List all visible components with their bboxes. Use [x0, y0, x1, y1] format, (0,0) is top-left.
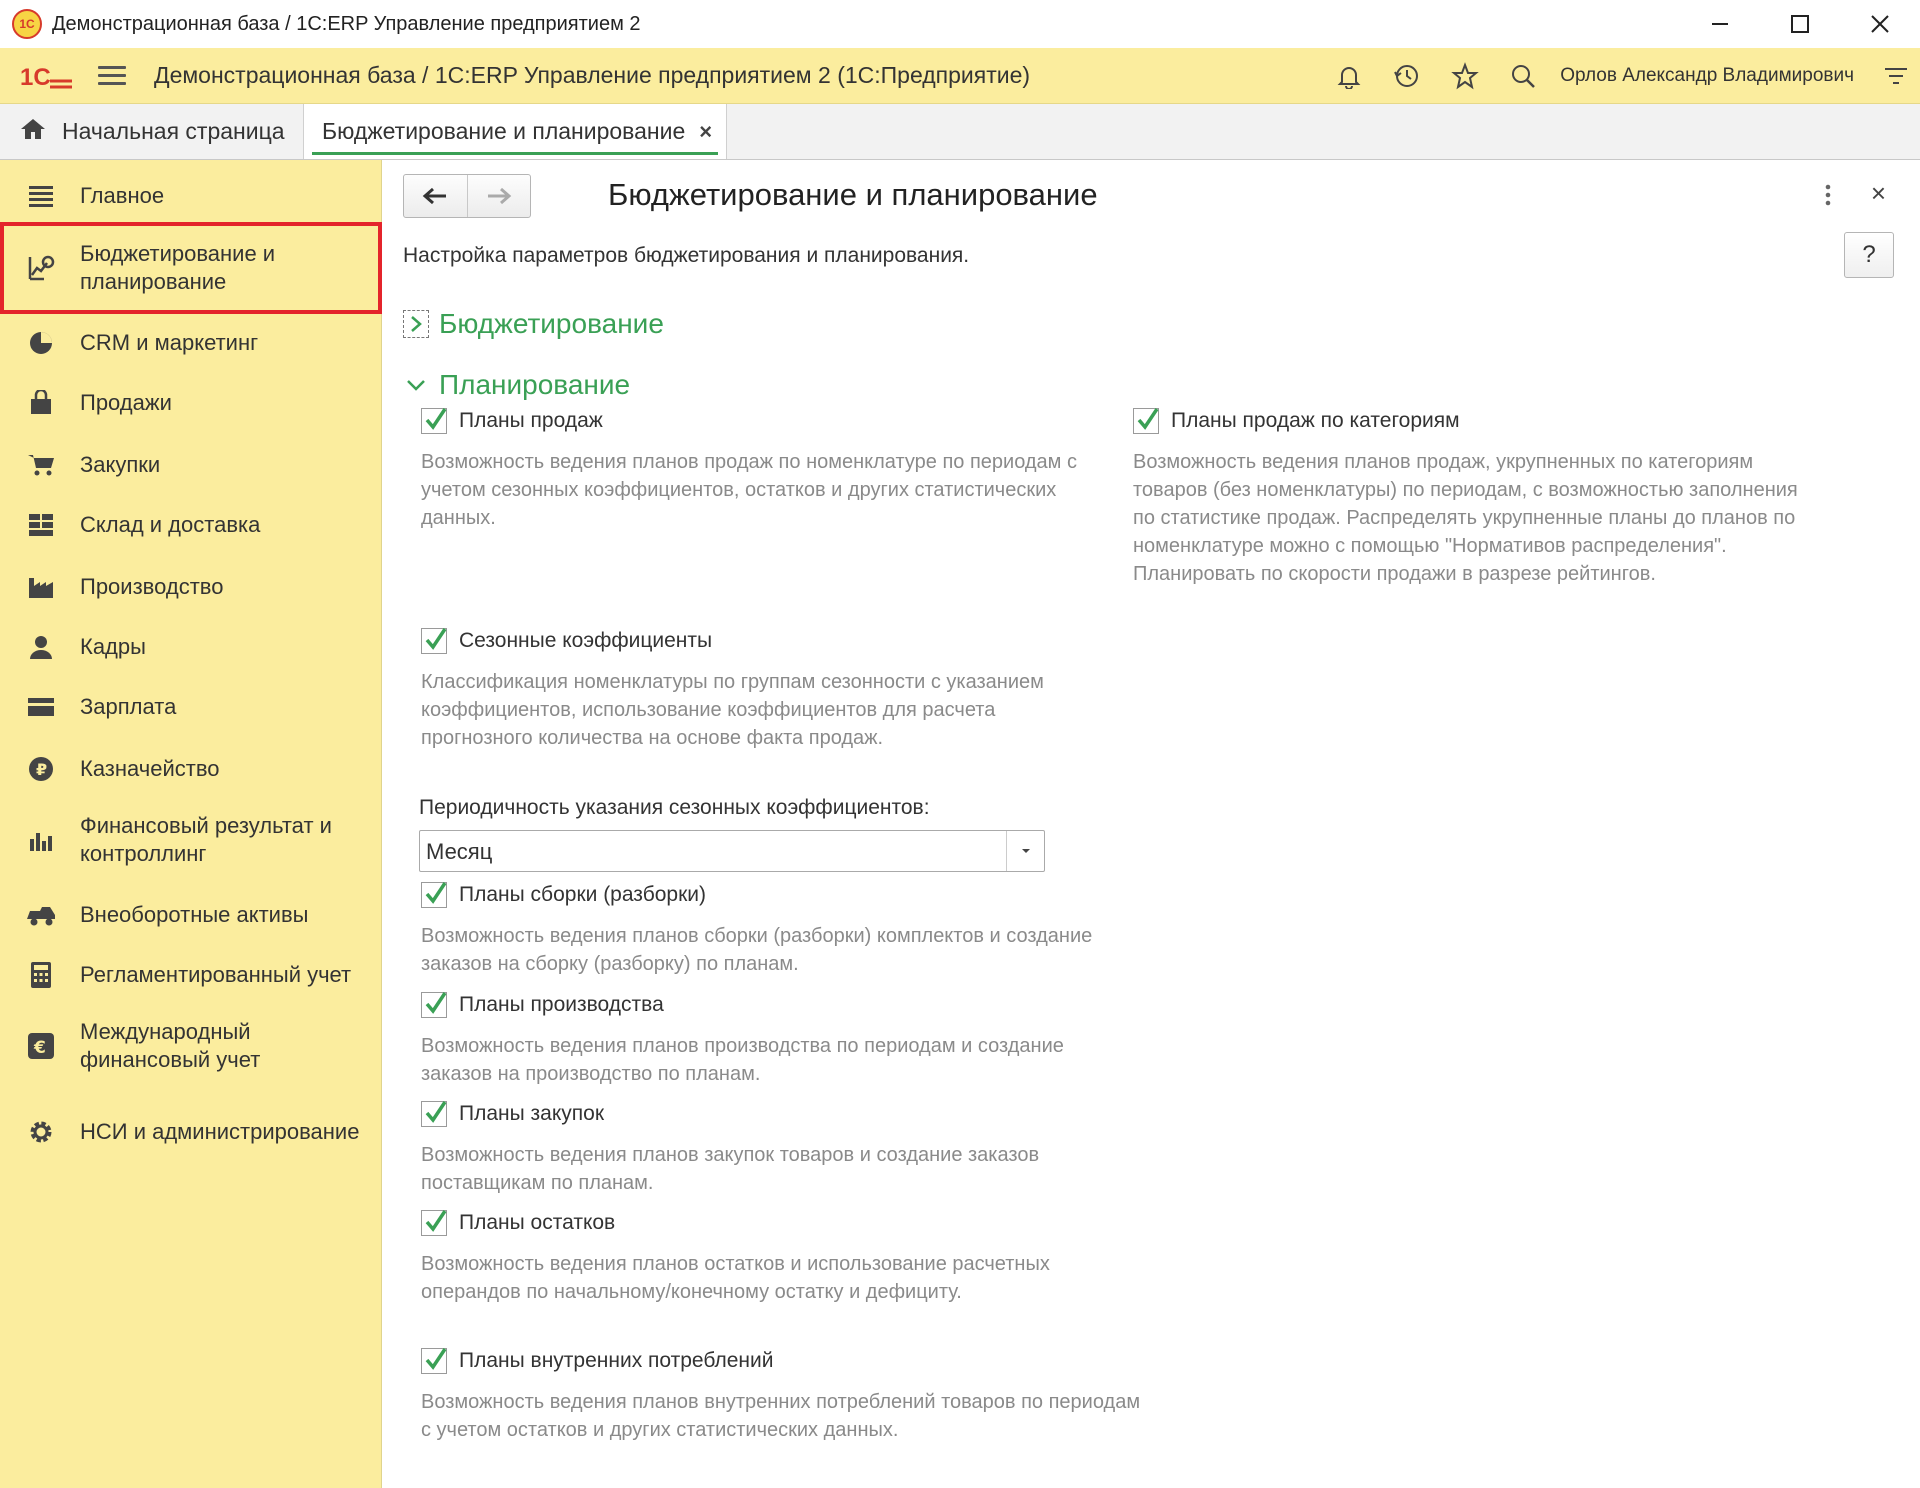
option-seasonal — [421, 628, 1061, 752]
category-plans-description: Возможность ведения планов продаж, укрупненных по категориям товаров (без номенклатуры) по периодам, с возможностью заполнения по статистике продаж. Распределять укрупненные планы до планов по номенклатуре можно с помощью "Нормативов распределения". Планировать по скорости продажи в разрезе рейтингов. — [1133, 451, 1798, 585]
sections-sidebar — [0, 160, 382, 1488]
sidebar-item-warehouse[interactable]: Склад и доставка — [0, 500, 382, 550]
assembly-checkbox[interactable] — [421, 882, 447, 908]
sidebar-item-main[interactable]: Главное — [0, 170, 382, 222]
app-header — [0, 48, 1920, 104]
star-icon[interactable] — [1436, 48, 1494, 104]
calculator-icon — [26, 960, 56, 990]
warehouse-icon — [26, 510, 56, 540]
app-logo-icon: 1С — [12, 9, 42, 39]
option-stocks — [421, 1210, 1061, 1306]
bell-icon[interactable] — [1320, 48, 1378, 104]
sidebar-item-ifrs[interactable]: € Международный финансовый учет — [0, 1010, 382, 1082]
tab-home[interactable] — [0, 104, 304, 159]
menu-lines-icon — [26, 181, 56, 211]
page-title: Бюджетирование и планирование — [608, 177, 1098, 212]
svg-text:€: € — [34, 1038, 46, 1058]
open-tabs-bar — [0, 104, 1920, 160]
euro-icon — [26, 1031, 56, 1061]
cart-icon — [26, 450, 56, 480]
production-checkbox[interactable] — [421, 992, 447, 1018]
purchases-label[interactable]: Планы закупок — [459, 1102, 605, 1125]
option-purchases — [421, 1101, 1101, 1197]
production-description: Возможность ведения планов производства по периодам и создание заказов на производство по планам. — [421, 1035, 1064, 1085]
sidebar-item-production[interactable]: Производство — [0, 562, 382, 612]
dropdown-arrow-icon[interactable] — [1006, 831, 1044, 871]
sidebar-item-regulated[interactable]: Регламентированный учет — [0, 950, 382, 1000]
sidebar-item-fixed-assets[interactable]: Внеоборотные активы — [0, 890, 382, 940]
history-icon[interactable] — [1378, 48, 1436, 104]
window-titlebar — [0, 0, 1920, 48]
person-icon — [26, 632, 56, 662]
pie-chart-icon — [26, 328, 56, 358]
periodicity-select[interactable] — [419, 830, 1045, 872]
stocks-description: Возможность ведения планов остатков и использование расчетных операндов по начальному/конечному остатку и дефициту. — [421, 1253, 1050, 1303]
minimize-icon[interactable] — [1680, 0, 1760, 48]
sidebar-item-budgeting[interactable]: Бюджетирование и планирование — [0, 222, 382, 314]
internal-description: Возможность ведения планов внутренних потреблений товаров по периодам с учетом остатков и других статистических данных. — [421, 1391, 1141, 1441]
history-nav — [403, 174, 531, 218]
app-title: Демонстрационная база / 1С:ERP Управление предприятием 2 (1С:Предприятие) — [154, 62, 1031, 88]
option-category-plans — [1133, 408, 1813, 588]
sidebar-item-sales[interactable]: Продажи — [0, 378, 382, 428]
assembly-description: Возможность ведения планов сборки (разборки) комплектов и создание заказов на сборку (разборку) по планам. — [421, 925, 1093, 975]
sales-plans-checkbox[interactable] — [421, 408, 447, 434]
main-menu-icon[interactable] — [98, 61, 126, 90]
option-assembly — [421, 882, 1101, 978]
help-button[interactable]: ? — [1844, 232, 1894, 278]
seasonal-checkbox[interactable] — [421, 628, 447, 654]
group-budgeting-label: Бюджетирование — [439, 308, 664, 339]
sidebar-item-purchases[interactable]: Закупки — [0, 440, 382, 490]
option-sales-plans — [421, 408, 1101, 532]
settings-menu-icon[interactable] — [1872, 48, 1920, 104]
svg-text:1С: 1С — [20, 63, 51, 91]
maximize-icon[interactable] — [1760, 0, 1840, 48]
periodicity-value: Месяц — [426, 839, 493, 864]
window-title: Демонстрационная база / 1С:ERP Управление предприятием 2 — [52, 12, 641, 35]
seasonal-description: Классификация номенклатуры по группам сезонности с указанием коэффициентов, использование коэффициентов для расчета прогнозного количества на основе факта продаж. — [421, 671, 1044, 749]
group-planning-label: Планирование — [439, 369, 631, 400]
gear-icon — [26, 1117, 56, 1147]
sidebar-item-finresult[interactable]: Финансовый результат и контроллинг — [0, 804, 382, 876]
1c-logo-icon — [20, 61, 74, 91]
forward-arrow-icon[interactable] — [467, 175, 530, 217]
assembly-label[interactable]: Планы сборки (разборки) — [459, 883, 706, 906]
ruble-icon — [26, 754, 56, 784]
factory-icon — [26, 572, 56, 602]
chevron-down-icon — [403, 371, 429, 399]
sidebar-item-crm[interactable]: CRM и маркетинг — [0, 318, 382, 368]
tab-budgeting[interactable] — [304, 104, 727, 159]
stocks-label[interactable]: Планы остатков — [459, 1211, 616, 1234]
sidebar-item-treasury[interactable]: ₽ Казначейство — [0, 744, 382, 794]
search-icon[interactable] — [1494, 48, 1552, 104]
bag-icon — [26, 388, 56, 418]
sales-plans-label[interactable]: Планы продаж — [459, 409, 603, 432]
purchases-checkbox[interactable] — [421, 1101, 447, 1127]
option-internal — [421, 1348, 1141, 1444]
category-plans-label[interactable]: Планы продаж по категориям — [1171, 409, 1460, 432]
bar-chart-icon — [26, 825, 56, 855]
sidebar-item-admin[interactable]: НСИ и администрирование — [0, 1096, 382, 1168]
back-arrow-icon[interactable] — [404, 175, 467, 217]
main-panel — [383, 160, 1920, 1488]
internal-checkbox[interactable] — [421, 1348, 447, 1374]
more-vertical-icon[interactable] — [1824, 184, 1832, 211]
category-plans-checkbox[interactable] — [1133, 408, 1159, 434]
user-name[interactable]: Орлов Александр Владимирович — [1560, 65, 1854, 86]
internal-label[interactable]: Планы внутренних потреблений — [459, 1349, 774, 1372]
sidebar-item-hr[interactable]: Кадры — [0, 622, 382, 672]
budget-icon — [26, 253, 56, 283]
svg-text:₽: ₽ — [36, 760, 48, 779]
close-form-icon[interactable]: × — [1870, 178, 1886, 208]
form-description: Настройка параметров бюджетирования и планирования. — [403, 244, 970, 267]
stocks-checkbox[interactable] — [421, 1210, 447, 1236]
wallet-icon — [26, 692, 56, 722]
group-planning[interactable] — [403, 369, 630, 401]
chevron-right-icon — [403, 310, 429, 338]
tab-budgeting-label: Бюджетирование и планирование — [322, 118, 686, 144]
close-icon[interactable] — [1840, 0, 1920, 48]
group-budgeting[interactable] — [403, 308, 664, 340]
sales-plans-description: Возможность ведения планов продаж по номенклатуре по периодам с учетом сезонных коэффициентов, остатков и других статистических данных. — [421, 451, 1077, 529]
truck-icon — [26, 900, 56, 930]
sidebar-item-salary[interactable]: Зарплата — [0, 682, 382, 732]
home-icon — [20, 117, 46, 147]
seasonal-label[interactable]: Сезонные коэффициенты — [459, 629, 713, 652]
periodicity-label: Периодичность указания сезонных коэффициентов: — [419, 796, 930, 819]
tab-home-label: Начальная страница — [62, 118, 285, 144]
tab-close-icon[interactable]: × — [699, 118, 713, 144]
option-production — [421, 992, 1101, 1088]
purchases-description: Возможность ведения планов закупок товаров и создание заказов поставщикам по планам. — [421, 1144, 1040, 1194]
production-label[interactable]: Планы производства — [459, 993, 664, 1016]
